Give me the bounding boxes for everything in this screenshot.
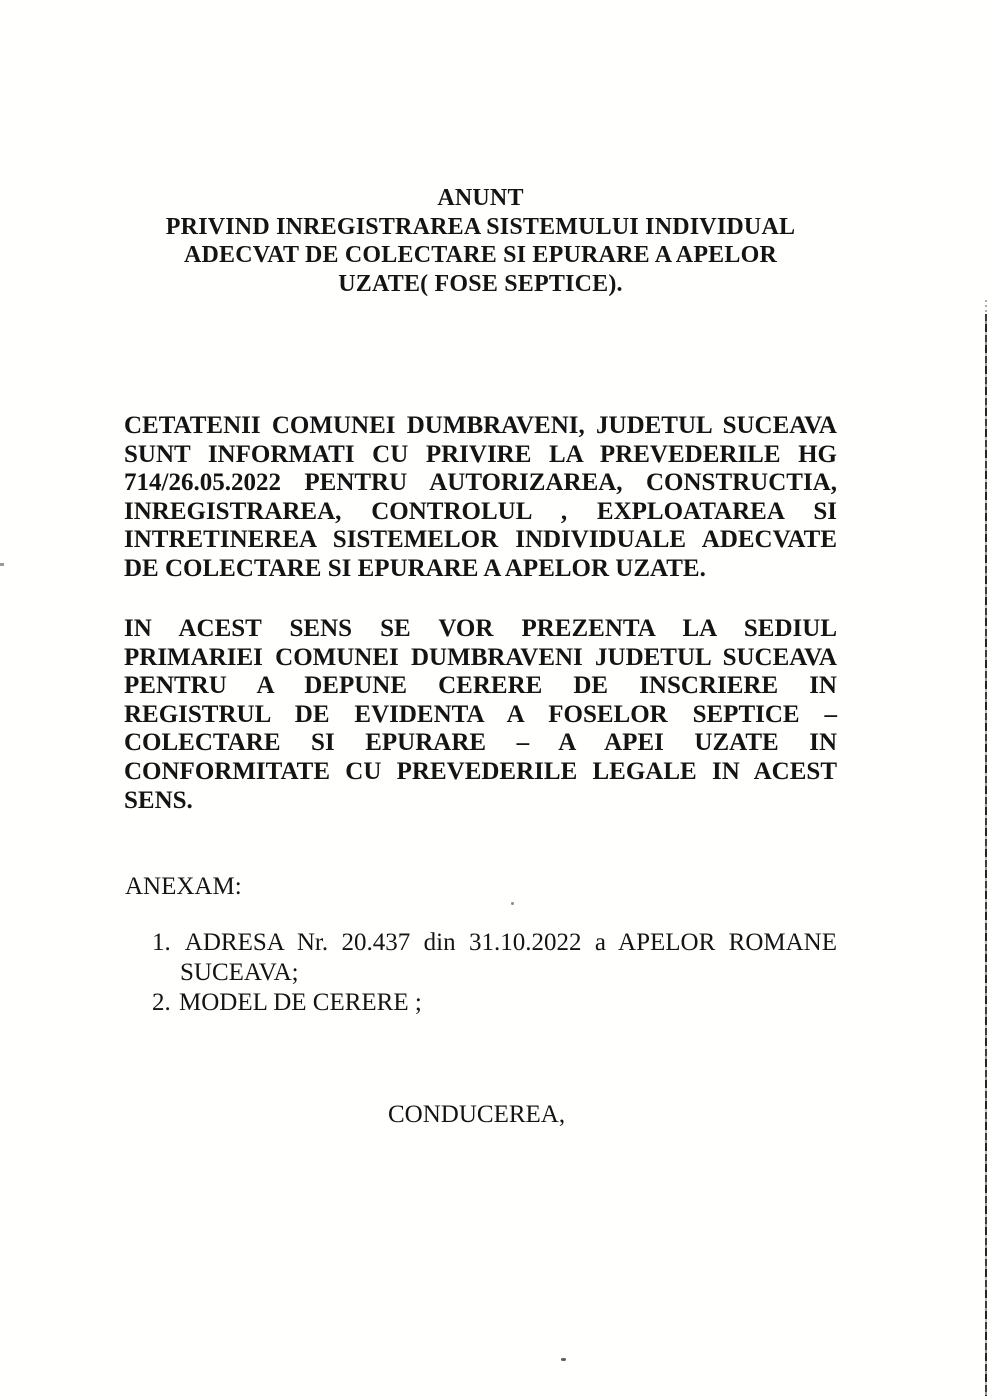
annex-item-text: MODEL DE CERERE ; <box>179 989 422 1016</box>
paragraph-line: SUNT INFORMATI CU PRIVIRE LA PREVEDERILE HG <box>124 440 837 468</box>
paragraph-line: INTRETINEREA SISTEMELOR INDIVIDUALE ADECVATE <box>124 526 837 554</box>
paragraph-line: COLECTARE SI EPURARE – A APEI UZATE IN <box>124 729 837 757</box>
annex-item-text: ADRESA Nr. 20.437 din 31.10.2022 a APELOR ROMANE <box>184 929 837 956</box>
annex-heading: ANEXAM: <box>125 873 242 900</box>
annex-item-number: 1. <box>152 929 171 956</box>
paragraph-line: REGISTRUL DE EVIDENTA A FOSELOR SEPTICE – <box>124 700 837 728</box>
paragraph-citizens-informed <box>124 412 837 584</box>
paragraph-registration-instructions <box>124 615 837 815</box>
scan-edge-artifact-line <box>985 314 987 1396</box>
paragraph-line: INREGISTRAREA, CONTROLUL , EXPLOATAREA SI <box>124 497 837 525</box>
title-line: ADECVAT DE COLECTARE SI EPURARE A APELOR <box>183 242 777 269</box>
title-line: ANUNT <box>437 185 524 211</box>
scan-speck <box>511 902 514 905</box>
title-line: PRIVIND INREGISTRAREA SISTEMULUI INDIVIDUAL <box>165 213 796 240</box>
paragraph-line: PRIMARIEI COMUNEI DUMBRAVENI JUDETUL SUCEAVA <box>124 643 837 671</box>
annex-item-1-continued: SUCEAVA; <box>180 959 299 986</box>
scan-speck <box>561 1358 566 1361</box>
scan-left-edge-mark <box>0 563 4 566</box>
paragraph-line: 714/26.05.2022 PENTRU AUTORIZAREA, CONSTRUCTIA, <box>124 469 837 497</box>
document-title <box>124 184 837 298</box>
title-line: UZATE( FOSE SEPTICE). <box>338 270 623 297</box>
paragraph-line: CETATENII COMUNEI DUMBRAVENI, JUDETUL SUCEAVA <box>124 412 837 439</box>
signature-management: CONDUCEREA, <box>388 1101 566 1128</box>
paragraph-line: SENS. <box>124 786 193 814</box>
paragraph-line: IN ACEST SENS SE VOR PREZENTA LA SEDIUL <box>124 615 837 642</box>
annex-item-number: 2. <box>152 989 171 1016</box>
annex-item-2 <box>152 988 422 1017</box>
paragraph-line: PENTRU A DEPUNE CERERE DE INSCRIERE IN <box>124 672 837 700</box>
paragraph-line: DE COLECTARE SI EPURARE A APELOR UZATE. <box>124 554 706 582</box>
paragraph-line: CONFORMITATE CU PREVEDERILE LEGALE IN ACEST <box>124 757 837 785</box>
annex-item-1 <box>152 928 837 957</box>
